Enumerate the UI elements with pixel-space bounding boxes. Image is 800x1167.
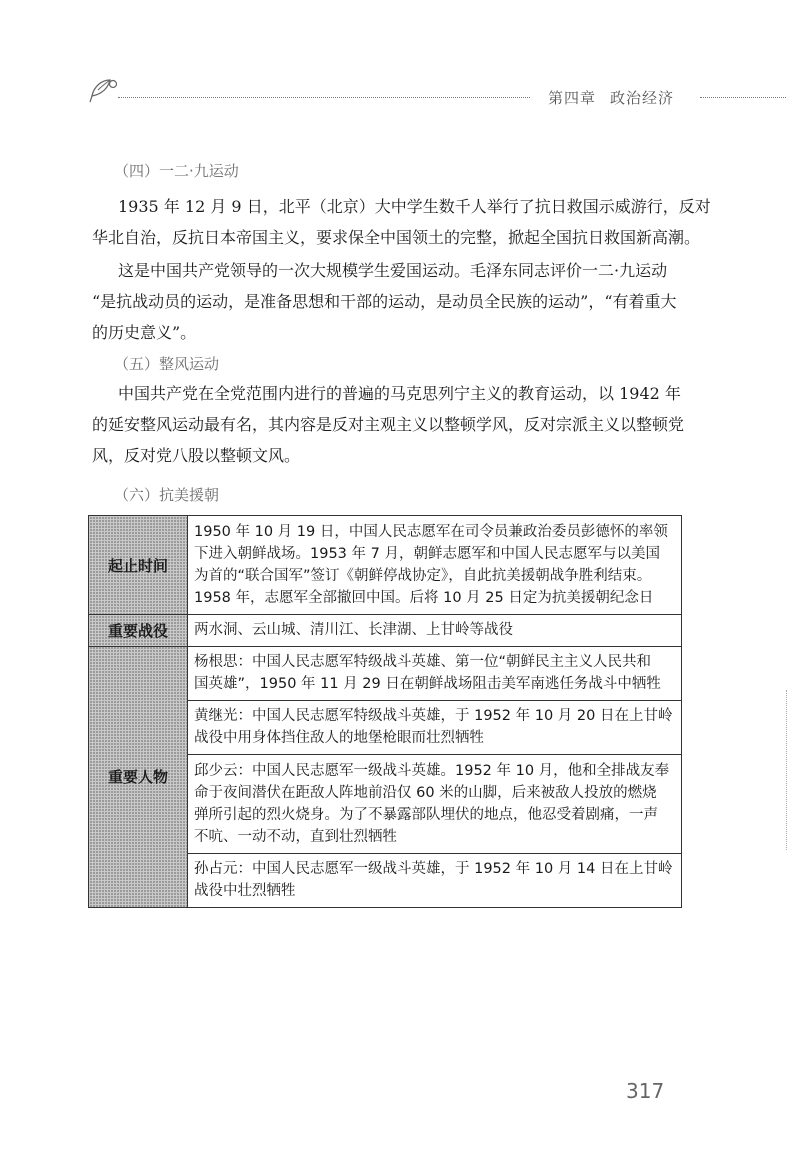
leaf-ornament-icon (88, 74, 120, 104)
row-label-people: 重要人物 (89, 646, 188, 907)
section-heading-4: （四）一二·九运动 (114, 162, 239, 180)
cell-line: 1958 年，志愿军全部撤回中国。后将 10 月 25 日定为抗美援朝纪念日 (194, 590, 654, 606)
section-label: 政治经济 (610, 89, 675, 107)
section-heading-5: （五）整风运动 (114, 355, 220, 373)
section-5-paragraph-1 (92, 378, 696, 471)
cell-line: 孙占元：中国人民志愿军一级战斗英雄，于 1952 年 10 月 14 日在上甘岭 (194, 861, 673, 878)
cell-line: 黄继光：中国人民志愿军特级战斗英雄，于 1952 年 10 月 20 日在上甘岭 (194, 708, 673, 725)
cell-line: 不吭、一动不动，直到壮烈牺牲 (194, 828, 397, 845)
start-end-cell (188, 516, 682, 615)
person-cell-qiu-shaoyun (188, 754, 682, 853)
text-line: 华北自治，反抗日本帝国主义，要求保全中国领土的完整，掀起全国抗日救国新高潮。 (92, 228, 701, 247)
row-label-battles: 重要战役 (89, 615, 188, 647)
text-line: “是抗战动员的运动，是准备思想和干部的运动，是动员全民族的运动”，“有着重大 (92, 292, 677, 311)
person-cell-sun-zhanyuan (188, 853, 682, 907)
cell-line: 杨根思：中国人民志愿军特级战斗英雄、第一位“朝鲜民主主义人民共和 (194, 654, 652, 671)
table-row (89, 615, 682, 647)
cell-line: 1950 年 10 月 19 日，中国人民志愿军在司令员兼政治委员彭德怀的率领 (194, 524, 668, 540)
section-4-paragraph-1 (92, 191, 711, 253)
cell-line: 国英雄”，1950 年 11 月 29 日在朝鲜战场阻击美军南逃任务战斗中牺牲 (194, 676, 661, 693)
cell-line: 下进入朝鲜战场。1953 年 7 月，朝鲜志愿军和中国人民志愿军与以美国 (194, 546, 660, 562)
text-line: 的延安整风运动最有名，其内容是反对主观主义以整顿学风，反对宗派主义以整顿党 (92, 415, 685, 434)
cell-line: 邱少云：中国人民志愿军一级战斗英雄。1952 年 10 月，他和全排战友奉 (194, 762, 670, 779)
cell-line: 战役中用身体挡住敌人的地堡枪眼而壮烈牺牲 (194, 730, 484, 747)
person-cell-huang-jiguang (188, 700, 682, 754)
header-rule-right (700, 97, 786, 98)
battles-cell (188, 615, 682, 647)
table-row (89, 646, 682, 700)
running-head (548, 87, 674, 108)
scan-margin-mark (786, 690, 788, 850)
page-number: 317 (626, 1079, 665, 1103)
korean-war-table (88, 515, 682, 908)
cell-line: 弹所引起的烈火烧身。为了不暴露部队埋伏的地点，他忍受着剧痛，一声 (194, 806, 658, 823)
cell-line: 为首的“联合国军”签订《朝鲜停战协定》，自此抗美援朝战争胜利结束。 (194, 568, 652, 584)
row-label-start-end: 起止时间 (89, 516, 188, 615)
chapter-label: 第四章 (548, 89, 597, 107)
header-rule-left (118, 97, 530, 98)
cell-line: 命于夜间潜伏在距敌人阵地前沿仅 60 米的山脚，后来被敌人投放的燃烧 (194, 784, 657, 801)
cell-line: 战役中壮烈牺牲 (194, 883, 296, 900)
text-line: 的历史意义”。 (92, 323, 197, 342)
section-heading-6: （六）抗美援朝 (114, 486, 220, 504)
table-row (89, 516, 682, 615)
person-cell-yang-gensi (188, 646, 682, 700)
cell-line: 两水洞、云山城、清川江、长津湖、上甘岭等战役 (194, 622, 513, 639)
text-line: 1935 年 12 月 9 日，北平（北京）大中学生数千人举行了抗日救国示威游行，反对 (118, 197, 711, 216)
section-4-paragraph-2 (92, 255, 696, 348)
text-line: 风，反对党八股以整顿文风。 (92, 446, 301, 465)
text-line: 中国共产党在全党范围内进行的普遍的马克思列宁主义的教育运动，以 1942 年 (118, 384, 681, 403)
text-line: 这是中国共产党领导的一次大规模学生爱国运动。毛泽东同志评价一二·九运动 (118, 261, 668, 280)
page-header (0, 70, 800, 110)
